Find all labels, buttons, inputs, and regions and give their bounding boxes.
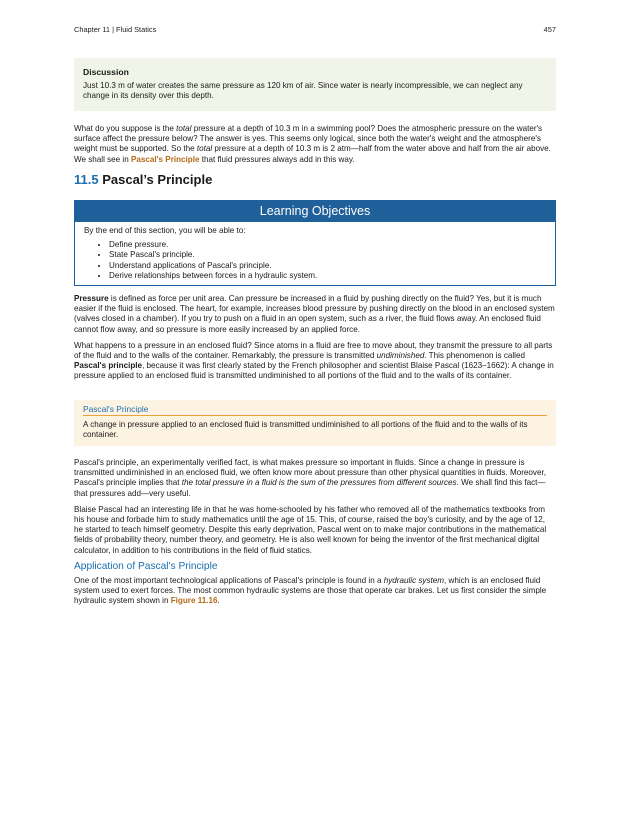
running-head	[74, 25, 556, 34]
emphasis: undiminished	[376, 351, 425, 361]
list-item: • Understand applications of Pascal's principle.	[109, 261, 546, 271]
intro-paragraph	[74, 124, 556, 165]
application-subheading: Application of Pascal's Principle	[74, 560, 218, 572]
figure-11-16-link[interactable]: Figure 11.16	[170, 596, 218, 606]
text-run: .	[217, 596, 220, 606]
text-run: is defined as force per unit area. Can pressure be increased in a fluid by pushing directly on the fluid? Yes, but it is much easier if the fluid is enclosed. The heart, for example, increases blood pressure by pushing directly on the blood in an enclosed system (valves closed in a chamber). If you try to push on a fluid in an open system, such as a river, the fluid flows away. An enclosed fluid cannot flow away, and so pressure is more easily increased by an applied force.	[74, 294, 555, 334]
text-run: pressure at a depth of 10.3 m is 2 atm—half from the water above and half from the air above. We shall see in	[74, 144, 551, 164]
emphasis: total	[196, 144, 213, 154]
list-item: • State Pascal's principle.	[109, 250, 546, 260]
discussion-title: Discussion	[83, 67, 129, 77]
enclosed-fluid-paragraph	[74, 341, 556, 382]
text-run: that fluid pressures always add in this way.	[199, 154, 355, 164]
text-run: . This phenomenon is called	[424, 351, 525, 361]
text-run: . We shall find this fact—that pressures add—very useful.	[74, 478, 546, 498]
section-number: 11.5	[74, 172, 99, 187]
text-run: What do you suppose is the	[74, 124, 177, 133]
pressure-paragraph	[74, 294, 556, 335]
learning-objectives-intro: By the end of this section, you will be able to:	[84, 226, 246, 235]
chapter-label: Chapter 11 | Fluid Statics	[74, 25, 157, 34]
learning-objectives-box	[74, 200, 556, 286]
term: Pascal's principle	[74, 361, 143, 371]
page-number: 457	[543, 25, 556, 34]
text-run: , because it was first clearly stated by the French philosopher and scientist Blaise Pascal (1623–1662): A change in pressure applied to an enclosed fluid is transmitted undiminished to all portions of the fluid and to the walls of its container.	[74, 361, 554, 381]
feature-title: Pascal's Principle	[83, 404, 547, 416]
discussion-text: Just 10.3 m of water creates the same pressure as 120 km of air. Since water is nearly incompressible, we can neglect any change in its density over this depth.	[83, 81, 523, 101]
body-block-1	[74, 294, 556, 382]
learning-objectives-body	[75, 222, 555, 285]
text-run: , which is an enclosed fluid system used to exert forces. The most common hydraulic systems are those that operate car brakes. Let us first consider the simple hydraulic system shown in	[74, 575, 547, 606]
section-heading	[74, 172, 212, 187]
list-item: • Define pressure.	[109, 240, 546, 250]
learning-objectives-header: Learning Objectives	[75, 201, 555, 222]
intro-paragraph-block	[74, 124, 556, 165]
section-title-text: Pascal’s Principle	[102, 172, 213, 187]
emphasis: the total pressure in a fluid is the sum of the pressures from different sources	[181, 478, 457, 488]
hydraulic-paragraph	[74, 576, 556, 607]
text-run: One of the most important technological applications of Pascal's principle is found in a	[74, 575, 384, 585]
text-run: pressure at a depth of 10.3 m in a swimming pool? Does the atmospheric pressure on the water's surface affect the pressure below? The answer is yes. This seems only logical, since both the water's weight and the atmosphere's weight must be supported. So the	[74, 124, 543, 154]
discussion-box	[74, 58, 556, 111]
text-run: Pascal's principle, an experimentally verified fact, is what makes pressure so important in fluids. Since a change in pressure is transmitted undiminished in an enclosed fluid, we often know more about pressure than other physical quantities in fluids. Moreover, Pascal's principle implies that	[74, 458, 546, 488]
emphasis: total	[176, 124, 192, 133]
body-block-2	[74, 458, 556, 606]
list-item: • Derive relationships between forces in a hydraulic system.	[109, 271, 546, 281]
pascal-fact-paragraph	[74, 458, 556, 499]
pascal-biography-paragraph: Blaise Pascal had an interesting life in that he was home-schooled by his father who removed all of the mathematics textbooks from his house and forbade him to study mathematics until the age of 15. This, of course, raised the boy's curiosity, and by the age of 12, he started to teach himself geometry. Despite this early deprivation, Pascal went on to make major contributions in the mathematical fields of probability theory, number theory, and geometry. He is also well known for being the inventor of the first mechanical digital calculator, in addition to his contributions in the field of fluid statics.	[74, 504, 547, 555]
text-run: What happens to a pressure in an enclosed fluid? Since atoms in a fluid are free to move about, they transmit the pressure to all parts of the fluid and to the walls of the container. Remarkably, the pressure is transmitted	[74, 340, 553, 361]
term: Pressure	[74, 294, 109, 303]
objectives-list	[84, 240, 546, 281]
pascals-principle-link[interactable]: Pascal's Principle	[130, 154, 200, 164]
emphasis: hydraulic system	[383, 575, 445, 585]
pascals-principle-feature-box	[74, 400, 556, 446]
feature-text: A change in pressure applied to an enclosed fluid is transmitted undiminished to all portions of the fluid and to the walls of its container.	[83, 420, 528, 440]
